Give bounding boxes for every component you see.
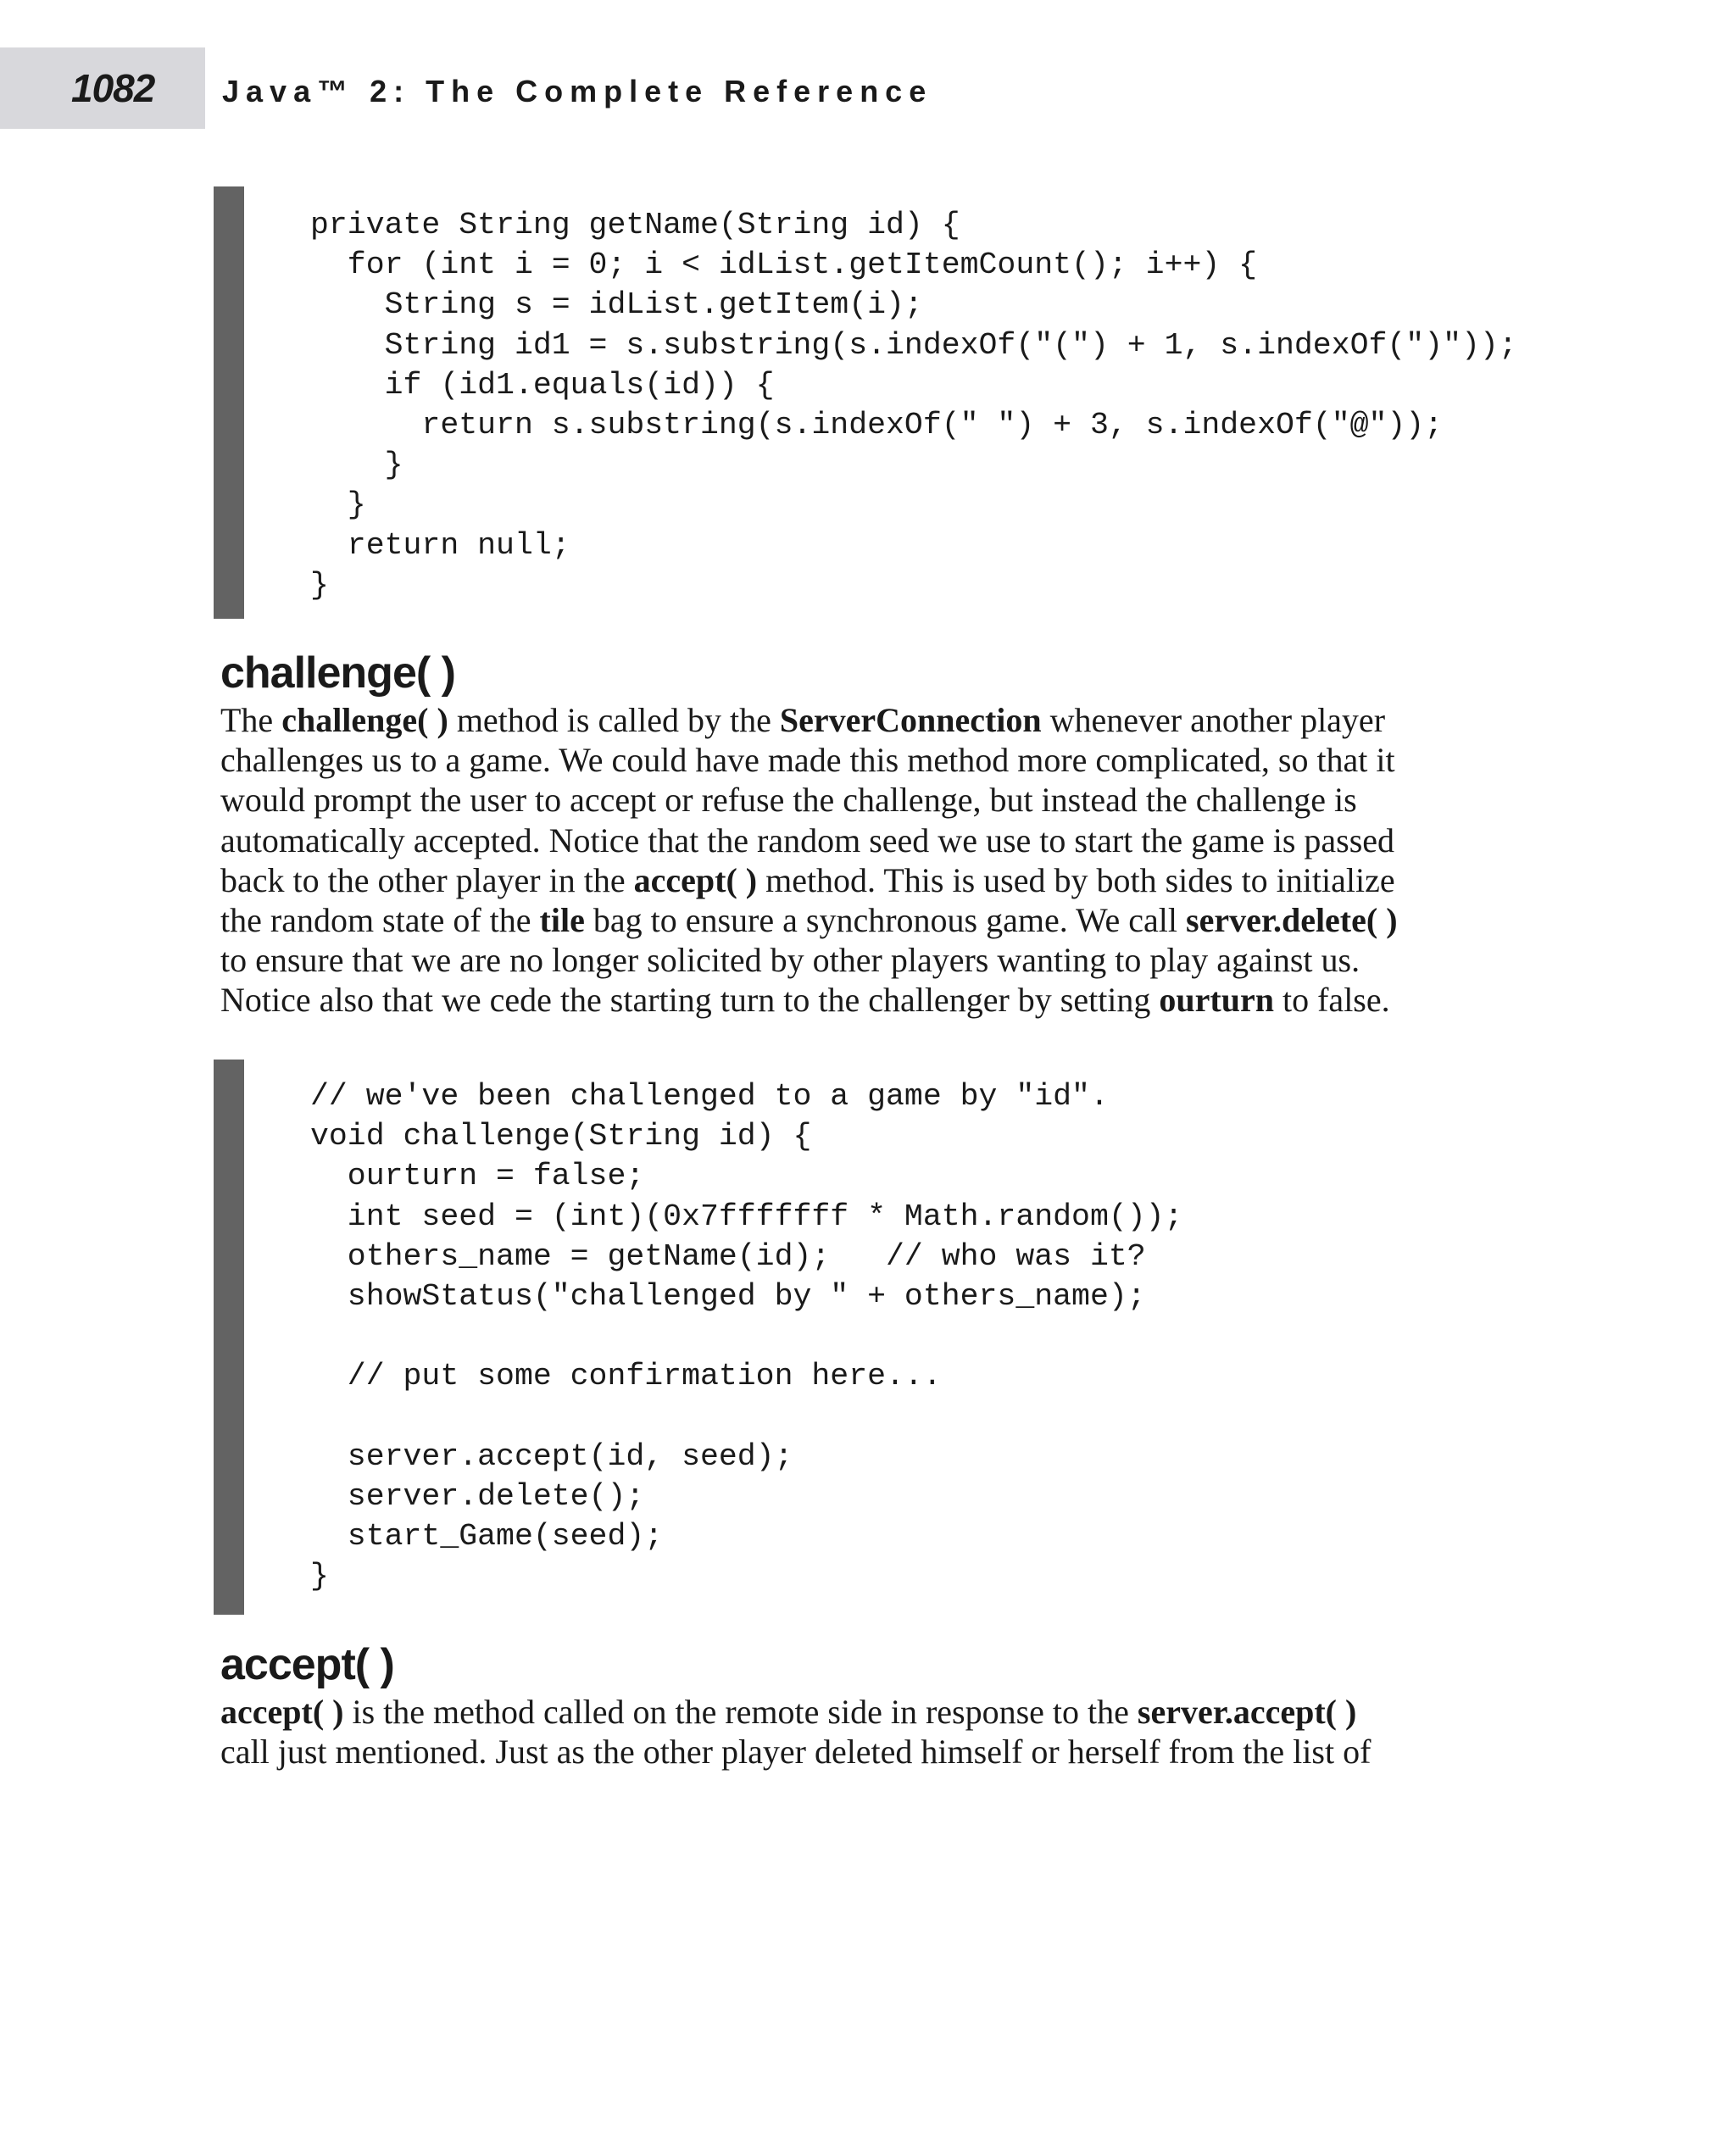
code-line [310, 1316, 1182, 1356]
paragraph-line [220, 860, 1678, 900]
paragraph-line [220, 1732, 1678, 1772]
bold-term: server.delete( ) [1186, 900, 1398, 939]
code-margin-bar [214, 186, 244, 619]
text-run: to false. [1274, 981, 1390, 1020]
page-number: 1082 [71, 66, 155, 110]
code-block-challenge [214, 1060, 1651, 1615]
code-lines [310, 205, 1517, 605]
text-run: would prompt the user to accept or refuse the challenge, but instead the challenge is [220, 781, 1357, 820]
code-line: server.accept(id, seed); [310, 1438, 793, 1474]
paragraph-line [220, 780, 1678, 820]
code-margin-bar [214, 1060, 244, 1615]
bold-term: challenge( ) [281, 701, 448, 739]
paragraph-line [220, 980, 1678, 1020]
code-line: ourturn = false; [310, 1159, 645, 1194]
text-run: is the method called on the remote side in response to the [343, 1693, 1138, 1731]
text-run: automatically accepted. Notice that the random seed we use to start the game is passed [220, 820, 1395, 859]
text-run: to ensure that we are no longer solicited by other players wanting to play against us. [220, 941, 1360, 980]
bold-term: accept( ) [220, 1693, 344, 1731]
code-lines [310, 1076, 1182, 1596]
bold-term: ourturn [1159, 981, 1274, 1020]
paragraph-line [220, 940, 1678, 980]
bold-term: ServerConnection [779, 701, 1042, 739]
text-run: Notice also that we cede the starting turn to the challenger by setting [220, 981, 1160, 1020]
code-line: server.delete(); [310, 1478, 645, 1514]
bold-term: server.accept( ) [1137, 1693, 1357, 1731]
text-run: method. This is used by both sides to initialize [757, 860, 1395, 899]
section-heading-challenge: challenge( ) [220, 648, 455, 698]
paragraph-line [220, 1692, 1678, 1732]
code-line: // put some confirmation here... [310, 1359, 942, 1394]
code-line: // we've been challenged to a game by "id". [310, 1079, 1109, 1114]
paragraph-line [220, 820, 1678, 860]
code-line: return null; [310, 527, 570, 563]
paragraph-line [220, 700, 1678, 740]
paragraph-line [220, 900, 1678, 940]
section-heading-accept: accept( ) [220, 1640, 394, 1689]
code-line: showStatus("challenged by " + others_name); [310, 1278, 1146, 1314]
code-line: int seed = (int)(0x7fffffff * Math.random()); [310, 1199, 1183, 1234]
text-run: method is called by the [448, 701, 780, 739]
code-line: } [310, 448, 403, 483]
text-run: The [220, 701, 282, 739]
code-block-getname [214, 186, 1651, 619]
code-line: return s.substring(s.indexOf(" ") + 3, s.indexOf("@")); [310, 407, 1444, 442]
text-run: the random state of the [220, 900, 540, 939]
text-run: bag to ensure a synchronous game. We call [584, 900, 1187, 939]
paragraph-line [220, 740, 1678, 780]
code-line: others_name = getName(id); // who was it? [310, 1238, 1146, 1274]
text-run: call just mentioned. Just as the other player deleted himself or herself from the list of [220, 1733, 1372, 1772]
code-line: for (int i = 0; i < idList.getItemCount(); i++) { [310, 248, 1258, 283]
text-run: challenges us to a game. We could have made this method more complicated, so that it [220, 741, 1395, 780]
text-run: whenever another player [1041, 701, 1386, 739]
code-line: private String getName(String id) { [310, 208, 960, 242]
code-line: if (id1.equals(id)) { [310, 367, 775, 403]
text-run: back to the other player in the [220, 860, 634, 899]
code-line: } [310, 1559, 329, 1594]
paragraph-challenge [220, 700, 1678, 1021]
bold-term: tile [539, 900, 585, 939]
code-line: } [310, 567, 329, 603]
bold-term: accept( ) [633, 860, 758, 899]
paragraph-accept [220, 1692, 1678, 1772]
code-line: String s = idList.getItem(i); [310, 287, 923, 323]
code-line [310, 1397, 1182, 1437]
running-head: Java™ 2: The Complete Reference [222, 74, 933, 108]
code-line: void challenge(String id) { [310, 1119, 812, 1154]
code-line: start_Game(seed); [310, 1519, 664, 1555]
code-line: String id1 = s.substring(s.indexOf("(") + 1, s.indexOf(")")); [310, 327, 1517, 363]
code-line: } [310, 487, 366, 523]
